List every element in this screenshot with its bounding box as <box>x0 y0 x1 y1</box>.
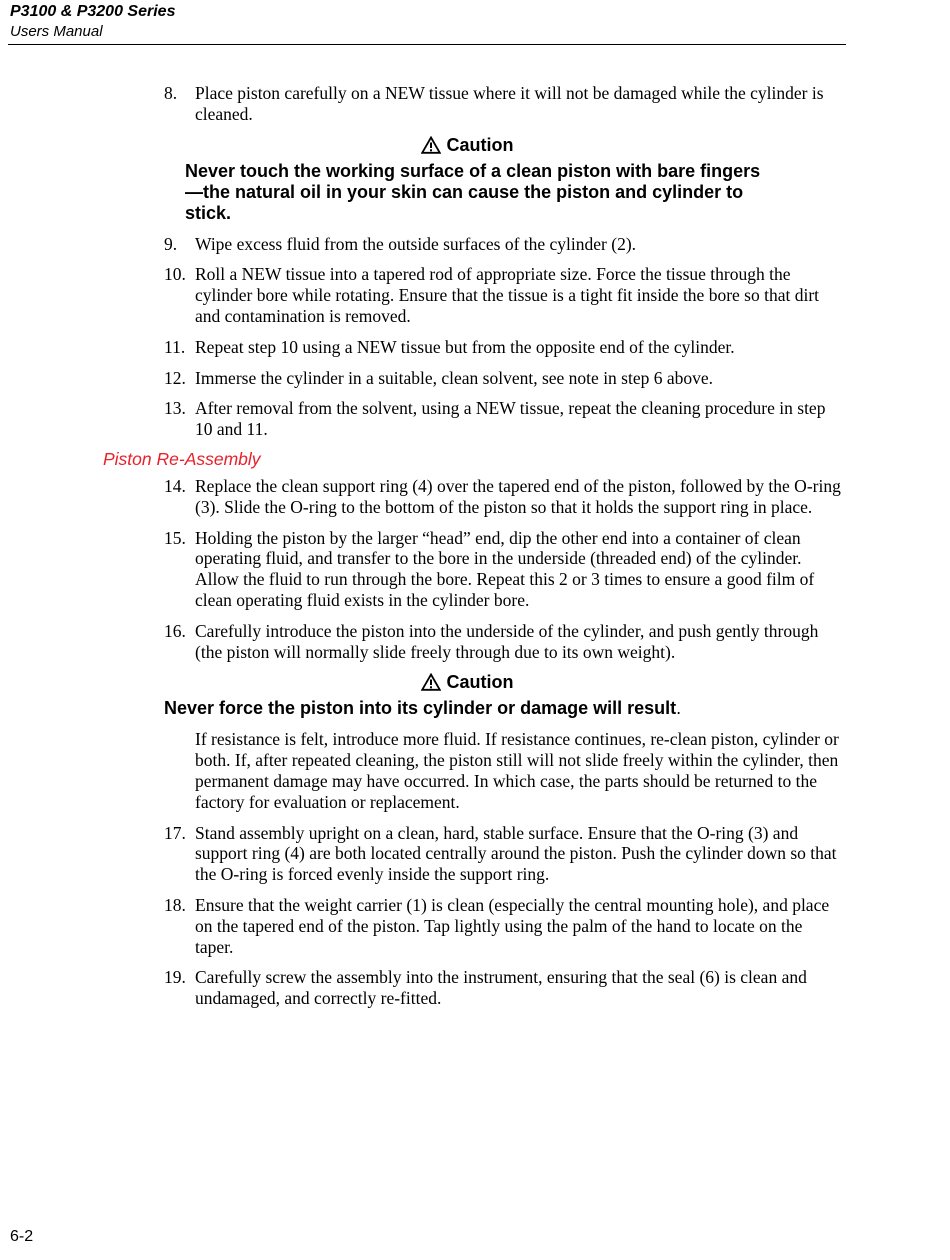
step-item <box>164 620 845 663</box>
step-text: Stand assembly upright on a clean, hard, stable surface. Ensure that the O-ring (3) and support ring (4) are both located centrally around the piston. Push the cylinder down so that the O-ring is forced evenly inside the support ring. <box>195 822 837 885</box>
step-item <box>164 264 845 326</box>
warning-triangle-icon <box>421 136 441 159</box>
step-text: Immerse the cylinder in a suitable, clean solvent, see note in step 6 above. <box>195 367 714 388</box>
section-heading: Piston Re-Assembly <box>103 448 261 469</box>
caution-heading <box>0 134 942 159</box>
step-item <box>164 894 845 957</box>
step-number: 19. <box>164 967 186 988</box>
step-text: Repeat step 10 using a NEW tissue but from the opposite end of the cylinder. <box>195 336 735 357</box>
caution-label: Caution <box>446 134 514 155</box>
step-item <box>164 822 845 885</box>
caution-heading <box>0 671 942 696</box>
step-item <box>164 336 845 358</box>
caution-bold-text: Never force the piston into its cylinder or damage will result <box>164 698 677 719</box>
step-number: 9. <box>164 233 178 254</box>
step-number: 17. <box>164 822 186 843</box>
step-number: 13. <box>164 398 186 419</box>
manual-subtitle: Users Manual <box>10 23 103 40</box>
step-text: Carefully screw the assembly into the instrument, ensuring that the seal (6) is clean and undamaged, and correctly re-fitted. <box>195 967 807 1009</box>
step-text: After removal from the solvent, using a NEW tissue, repeat the cleaning procedure in step 10 and 11. <box>195 398 826 440</box>
caution-text <box>164 698 854 719</box>
step-number: 15. <box>164 527 186 548</box>
step-item <box>164 367 845 389</box>
warning-triangle-icon <box>421 673 441 696</box>
step-item <box>164 527 845 611</box>
manual-series-title: P3100 & P3200 Series <box>10 3 176 20</box>
step-number: 11. <box>164 336 186 357</box>
step-number: 14. <box>164 475 186 496</box>
step-text: Place piston carefully on a NEW tissue where it will not be damaged while the cylinder is cleaned. <box>195 83 824 124</box>
page-content <box>0 83 950 1019</box>
page-header <box>10 2 175 42</box>
step-number: 8. <box>164 83 178 103</box>
caution-text-end: . <box>676 698 682 719</box>
step-text: Ensure that the weight carrier (1) is clean (especially the central mounting hole), and place on the tapered end of the piston. Tap lightly using the palm of the hand to locate on the taper. <box>195 894 830 957</box>
step-number: 10. <box>164 264 186 285</box>
step-item <box>164 233 845 255</box>
caution-text: Never touch the working surface of a clean piston with bare fingers—the natural oil in your skin can cause the piston and cylinder to stick. <box>185 160 761 223</box>
step-text: Carefully introduce the piston into the underside of the cylinder, and push gently through (the piston will normally slide freely through due to its own weight). <box>195 620 819 662</box>
resistance-paragraph: If resistance is felt, introduce more fluid. If resistance continues, re-clean piston, cylinder or both. If, after repeated cleaning, the piston still will not slide freely within the cylinder, then permanent damage may have occurred. In which case, the parts should be returned to the factory for evaluation or replacement. <box>195 729 839 812</box>
header-divider <box>8 44 846 45</box>
step-text: Replace the clean support ring (4) over the tapered end of the piston, followed by the O-ring (3). Slide the O-ring to the bottom of the piston so that it holds the support ring in place. <box>195 475 841 517</box>
step-text: Roll a NEW tissue into a tapered rod of appropriate size. Force the tissue through the cylinder bore while rotating. Ensure that the tissue is a tight fit inside the bore so that dirt and contamination is removed. <box>195 264 820 326</box>
step-item <box>164 475 845 518</box>
step-text: Holding the piston by the larger “head” end, dip the other end into a container of clean operating fluid, and transfer to the bore in the underside (threaded end) of the cylinder. Allow the fluid to run through the bore. Repeat this 2 or 3 times to ensure a good film of clean operating fluid exists in the cylinder bore. <box>195 527 815 610</box>
step-number: 16. <box>164 620 186 641</box>
step-item <box>164 83 845 125</box>
step-number: 18. <box>164 894 186 915</box>
step-item <box>164 398 845 440</box>
step-number: 12. <box>164 367 186 388</box>
step-item <box>164 967 845 1009</box>
step-text: Wipe excess fluid from the outside surfaces of the cylinder (2). <box>195 233 637 254</box>
page-number: 6-2 <box>10 1228 34 1245</box>
caution-label: Caution <box>446 672 514 693</box>
